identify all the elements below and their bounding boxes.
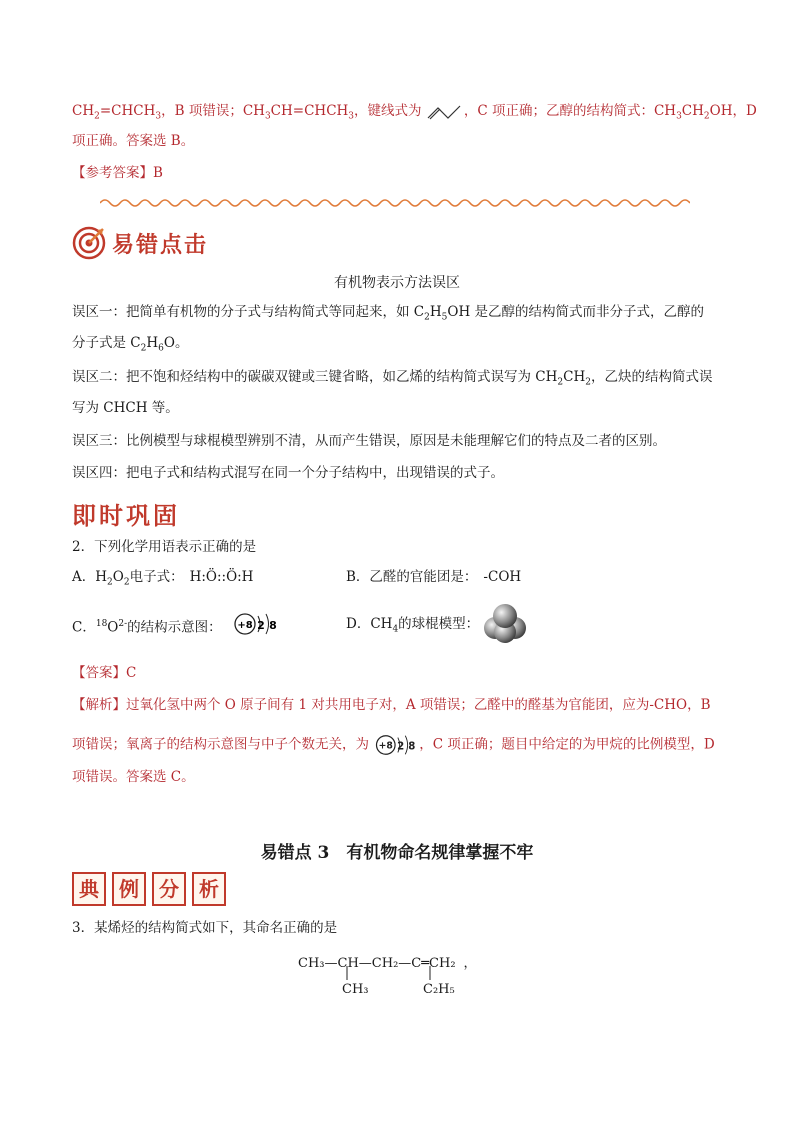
question-2-answer-value: C [126, 665, 137, 681]
section-3-title: 易错点 3 有机物命名规律掌握不牢 [260, 843, 534, 863]
section-heading: 有机物表示方法误区 [334, 275, 460, 291]
question-3-stem: 3．某烯烃的结构简式如下，其命名正确的是 [72, 920, 338, 936]
question-2-answer-label: 【答案】 [72, 665, 126, 681]
svg-text:2: 2 [397, 741, 405, 753]
banner-char-1: 典 [72, 872, 106, 906]
banner-char-4: 析 [192, 872, 226, 906]
structural-formula-branch-methyl: CH₃ [342, 982, 369, 997]
question-2-option-d: D．$CH_4$的球棍模型： [346, 616, 480, 635]
mistake-4: 误区四：把电子式和结构式混写在同一个分子结构中，出现错误的式子。 [72, 465, 504, 481]
reference-answer-value: B [153, 165, 163, 181]
analysis-continued-line1: $CH_2=CHCH_3$，B 项错误；$CH_3CH=CHCH_3$，键线式为 ，C 项正确；乙醇的结构简式：$CH_3CH_2OH$，D [72, 103, 757, 122]
svg-text:+8: +8 [378, 740, 394, 752]
question-2-option-b: B．乙醛的官能团是： -COH [346, 569, 522, 585]
methane-space-filling-model-image [481, 602, 529, 644]
banner-common-mistakes [72, 226, 208, 260]
mistake-1-line1: 误区一：把简单有机物的分子式与结构简式等同起来，如 $C_2H_5OH$ 是乙醇的结构简式而非分子式，乙醇的 [72, 304, 705, 323]
target-icon [72, 226, 106, 260]
mistake-1-line2: 分子式是 $C_2H_6O$。 [72, 335, 189, 354]
structural-formula-branch-bonds [340, 966, 460, 980]
mistake-2-line1: 误区二：把不饱和烃结构中的碳碳双键或三键省略，如乙烯的结构简式误写为 $CH_2CH_2$，乙炔的结构简式误 [72, 369, 713, 388]
svg-text:8: 8 [408, 741, 416, 753]
question-2-option-c: C．$^{18}O^{2-}$的结构示意图： [72, 619, 222, 636]
analysis-continued-line2: 项正确。答案选 B。 [72, 133, 195, 149]
oxygen-ion-structure-diagram-analysis [373, 732, 419, 758]
svg-text:+8: +8 [237, 620, 253, 631]
question-2-option-a: A．$H_2O_2$电子式： H:Ö::Ö:H [72, 569, 254, 588]
reference-answer-label: 【参考答案】 [72, 165, 153, 181]
mistake-2-line2: 写为 CHCH 等。 [72, 400, 179, 416]
question-2-stem: 2．下列化学用语表示正确的是 [72, 539, 257, 555]
banner-common-mistakes-title: 易错点击 [112, 232, 209, 258]
banner-char-2: 例 [112, 872, 146, 906]
question-2-answer [72, 663, 722, 683]
question-2-analysis-line1: 【解析】过氧化氢中两个 O 原子间有 1 对共用电子对，A 项错误；乙醛中的醛基为官能团，应为-CHO，B [72, 697, 711, 713]
svg-text:2: 2 [257, 619, 265, 632]
reference-answer [72, 163, 722, 183]
svg-text:8: 8 [269, 619, 277, 632]
banner-instant-practice [72, 496, 180, 531]
banner-instant-practice-title: 即时巩固 [72, 496, 180, 531]
question-2-analysis-line3: 项错误。答案选 C。 [72, 769, 195, 785]
oxygen-ion-structure-diagram-c [232, 610, 280, 638]
banner-typical-example-analysis [72, 872, 232, 906]
question-2-analysis-line2: 项错误；氧离子的结构示意图与中子个数无关，为 +8 2 8 ，C 项正确；题目中给定的为甲烷的比例模型，D [72, 732, 722, 758]
structural-formula-main-chain: CH₃—CH—CH₂—C═CH₂ ， [298, 956, 477, 971]
wavy-divider [100, 196, 690, 210]
structural-formula-branch-ethyl: C₂H₅ [423, 982, 455, 997]
mistake-3: 误区三：比例模型与球棍模型辨别不清，从而产生错误，原因是未能理解它们的特点及二者的区别。 [72, 433, 666, 449]
skeletal-formula-icon [426, 104, 464, 120]
banner-char-3: 分 [152, 872, 186, 906]
